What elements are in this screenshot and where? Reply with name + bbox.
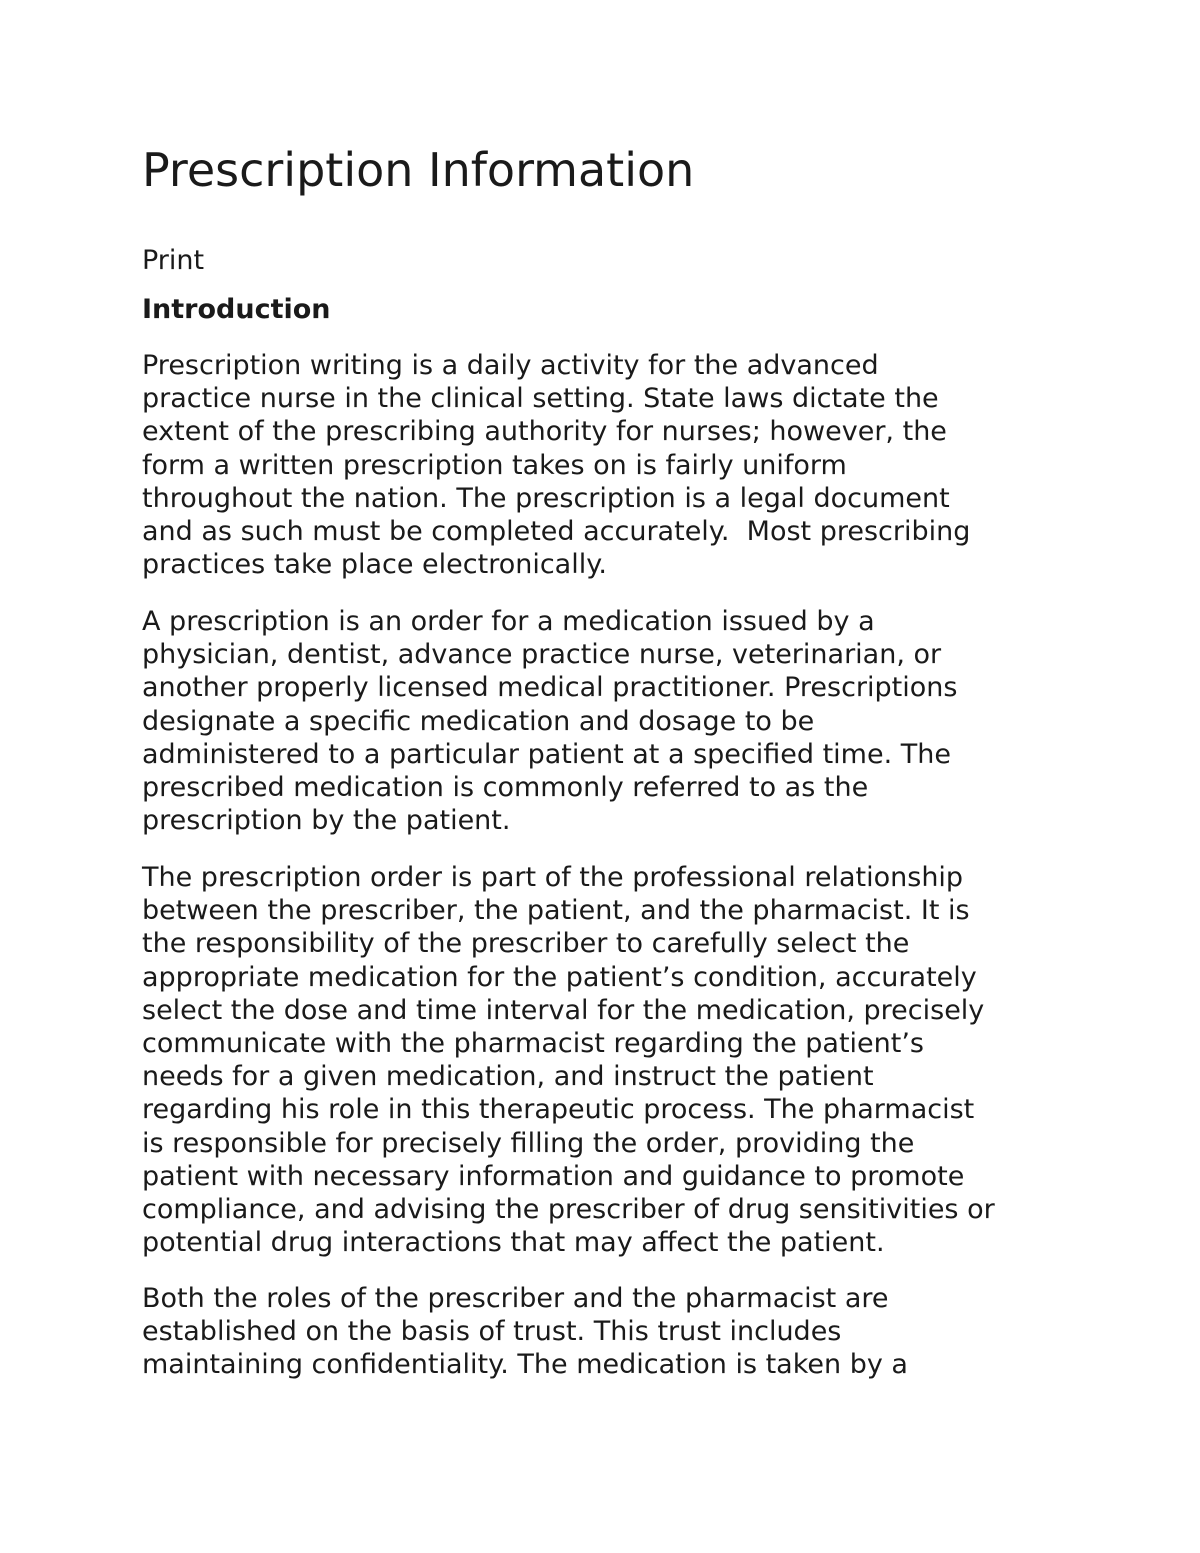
paragraph-1: [142, 349, 970, 581]
text-line: practices take place electronically.: [142, 549, 607, 581]
text-line: practice nurse in the clinical setting. State laws dictate the: [142, 383, 939, 415]
text-line: appropriate medication for the patient’s condition, accurately: [142, 961, 977, 993]
text-line: select the dose and time interval for the medication, precisely: [142, 994, 985, 1026]
text-line: needs for a given medication, and instruct the patient: [142, 1061, 874, 1093]
text-line: prescription by the patient.: [142, 805, 511, 837]
text-line: Both the roles of the prescriber and the pharmacist are: [142, 1283, 889, 1314]
text-line: established on the basis of trust. This trust includes: [142, 1316, 842, 1348]
paragraph-4: [142, 1282, 908, 1382]
text-line: administered to a particular patient at a specified time. The: [142, 738, 951, 770]
text-line: another properly licensed medical practitioner. Prescriptions: [142, 672, 958, 704]
text-line: potential drug interactions that may affect the patient.: [142, 1227, 885, 1259]
text-line: extent of the prescribing authority for nurses; however, the: [142, 416, 947, 448]
text-line: maintaining confidentiality. The medication is taken by a: [142, 1349, 908, 1381]
text-line: is responsible for precisely filling the order, providing the: [142, 1127, 915, 1159]
paragraph-2: [142, 605, 957, 837]
text-line: form a written prescription takes on is fairly uniform: [142, 449, 847, 481]
text-line: between the prescriber, the patient, and the pharmacist. It is: [142, 895, 970, 927]
text-line: regarding his role in this therapeutic process. The pharmacist: [142, 1094, 975, 1126]
text-line: communicate with the pharmacist regarding the patient’s: [142, 1028, 924, 1060]
text-line: patient with necessary information and guidance to promote: [142, 1160, 965, 1192]
text-line: A prescription is an order for a medication issued by a: [142, 606, 875, 637]
text-line: and as such must be completed accurately. Most prescribing: [142, 516, 971, 548]
text-line: physician, dentist, advance practice nurse, veterinarian, or: [142, 639, 942, 671]
text-line: The prescription order is part of the professional relationship: [142, 862, 964, 893]
text-line: prescribed medication is commonly referred to as the: [142, 772, 869, 804]
text-line: designate a specific medication and dosage to be: [142, 705, 815, 737]
text-line: compliance, and advising the prescriber of drug sensitivities or: [142, 1194, 995, 1226]
section-heading-introduction: Introduction: [142, 294, 331, 325]
text-line: Prescription writing is a daily activity for the advanced: [142, 350, 879, 381]
text-line: the responsibility of the prescriber to carefully select the: [142, 928, 910, 960]
paragraph-3: [142, 861, 995, 1259]
page-title: Prescription Information: [142, 143, 695, 197]
text-line: throughout the nation. The prescription is a legal document: [142, 482, 950, 514]
print-link[interactable]: Print: [142, 245, 205, 276]
